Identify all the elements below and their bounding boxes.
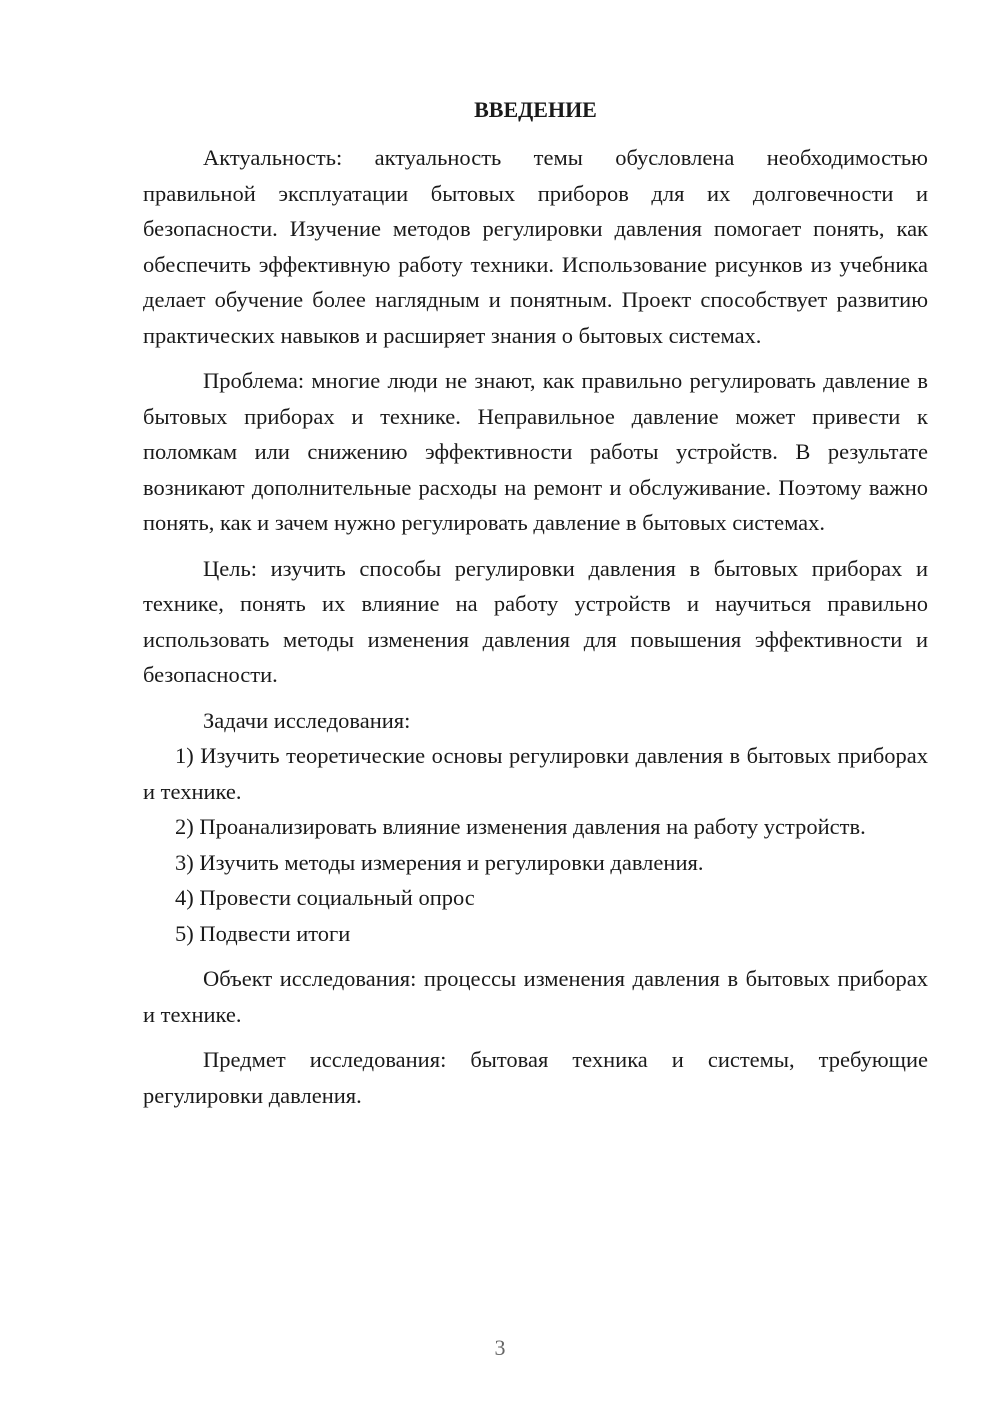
task-item: 2) Проанализировать влияние изменения давления на работу устройств. (175, 814, 866, 839)
task-item: 1) Изучить теоретические основы регулировки давления в бытовых приборах и технике. (143, 743, 928, 804)
task-item: 3) Изучить методы измерения и регулировки давления. (175, 849, 704, 875)
subject-paragraph: Предмет исследования: бытовая техника и системы, требующие регулировки давления. (143, 1047, 928, 1108)
problem-paragraph: Проблема: многие люди не знают, как правильно регулировать давление в бытовых приборах и технике. Неправильное давление может привести к поломкам или снижению эффективности работы устройств. В результате возникают дополнительные расходы на ремонт и обслуживание. Поэтому важно понять, как и зачем нужно регулировать давление в бытовых системах. (143, 368, 928, 535)
tasks-heading: Задачи исследования: (203, 707, 411, 733)
relevance-paragraph: Актуальность: актуальность темы обусловлена необходимостью правильной эксплуатации бытовых приборов для их долговечности и безопасности. Изучение методов регулировки давления помогает понять, как обеспечить эффективную работу техники. Использование рисунков из учебника делает обучение более наглядным и понятным. Проект способствует развитию практических навыков и расширяет знания о бытовых системах. (143, 145, 928, 348)
task-item: 4) Провести социальный опрос (175, 885, 475, 910)
page-number: 3 (494, 1335, 506, 1360)
tasks-list (143, 738, 928, 951)
page-title: ВВЕДЕНИЕ (474, 97, 597, 122)
object-paragraph: Объект исследования: процессы изменения давления в бытовых приборах и технике. (143, 966, 928, 1027)
document-page (143, 92, 928, 1113)
goal-paragraph: Цель: изучить способы регулировки давления в бытовых приборах и технике, понять их влияние на работу устройств и научиться правильно использовать методы изменения давления для повышения эффективности и безопасности. (143, 555, 928, 687)
task-item: 5) Подвести итоги (175, 920, 351, 946)
